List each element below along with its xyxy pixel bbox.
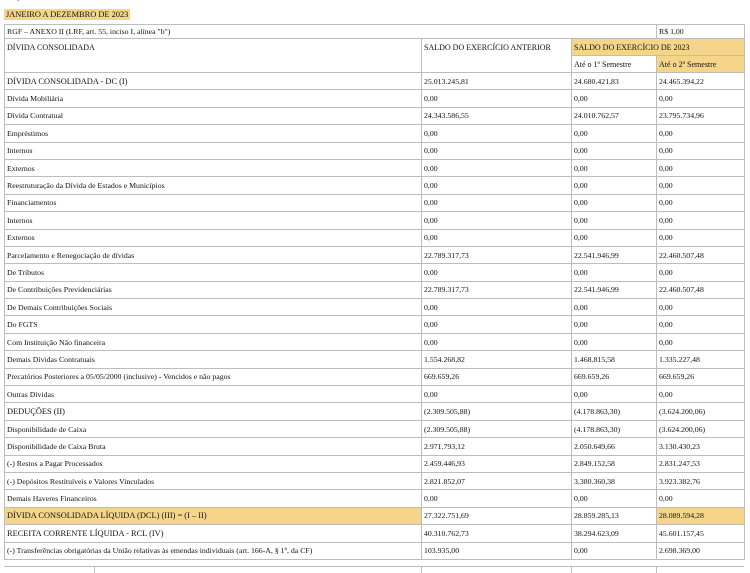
row-value-first-cell: 0,00: [572, 333, 657, 350]
row-value-second-cell: 2.698.369,00: [657, 542, 745, 559]
row-label-cell: Reestruturação da Dívida de Estados e Municípios: [5, 177, 422, 194]
row-value-prev-cell: 0,00: [422, 90, 572, 107]
header-current-cell: SALDO DO EXERCÍCIO DE 2023: [572, 39, 745, 56]
row-value-second-cell: 0,00: [657, 386, 745, 403]
row-value-prev-cell: 0,00: [422, 229, 572, 246]
row-value-prev-cell: 25.013.245,81: [422, 73, 572, 90]
row-label-cell: (-) Restos a Pagar Processados: [5, 455, 422, 472]
row-value-prev-cell: 0,00: [422, 194, 572, 211]
table-row: [5, 159, 745, 176]
row-value-first-cell: 38.294.623,09: [572, 525, 657, 542]
header-row-1: [5, 39, 745, 56]
table-row: [5, 333, 745, 350]
table-row: [5, 420, 745, 437]
row-value-second-cell: 0,00: [657, 90, 745, 107]
row-value-prev-cell: 27.322.751,69: [422, 507, 572, 524]
row-label-cell: (-) Transferências obrigatórias da União relativas às emendas individuais (art. 166-A, § 1º, da CF): [5, 542, 422, 559]
table-row: [5, 212, 745, 229]
period-highlight: JANEIRO A DEZEMBRO DE 2023: [6, 10, 129, 19]
table-row: [5, 368, 745, 385]
row-label-cell: De Contribuições Previdenciárias: [5, 281, 422, 298]
table-row: [5, 264, 745, 281]
row-value-first-cell: 24.010.762,57: [572, 107, 657, 124]
row-value-second-cell: 0,00: [657, 316, 745, 333]
row-value-second-cell: 23.795.734,96: [657, 107, 745, 124]
row-value-second-cell: 0,00: [657, 142, 745, 159]
row-value-prev-cell: 0,00: [422, 177, 572, 194]
table-row: [5, 142, 745, 159]
row-label-cell: Dívida Contratual: [5, 107, 422, 124]
table-row: [5, 490, 745, 507]
row-label-cell: DÍVIDA CONSOLIDADA - DC (I): [5, 73, 422, 90]
table-row: [5, 316, 745, 333]
row-value-first-cell: 0,00: [572, 264, 657, 281]
header-prev-cell: SALDO DO EXERCÍCIO ANTERIOR: [422, 39, 572, 73]
strip-divider: [656, 567, 657, 573]
header-second-semester-cell: Até o 2º Semestre: [657, 56, 745, 73]
row-value-first-cell: 0,00: [572, 212, 657, 229]
row-value-second-cell: (3.624.200,06): [657, 420, 745, 437]
row-value-second-cell: 22.460.507,48: [657, 281, 745, 298]
row-value-prev-cell: 0,00: [422, 142, 572, 159]
row-value-second-cell: 2.831.247,53: [657, 455, 745, 472]
row-value-second-cell: 0,00: [657, 212, 745, 229]
table-row: [5, 403, 745, 420]
row-value-second-cell: 0,00: [657, 194, 745, 211]
table-row: [5, 525, 745, 542]
debt-table: [4, 24, 745, 560]
row-value-second-cell: 0,00: [657, 299, 745, 316]
table-row: [5, 299, 745, 316]
row-label-cell: Internos: [5, 212, 422, 229]
row-value-first-cell: 0,00: [572, 194, 657, 211]
table-row: [5, 281, 745, 298]
row-value-prev-cell: (2.309.505,88): [422, 403, 572, 420]
row-label-cell: Precatórios Posteriores a 05/05/2000 (inclusive) - Vencidos e não pagos: [5, 368, 422, 385]
row-value-prev-cell: 2.821.852,07: [422, 472, 572, 489]
row-label-cell: Financiamentos: [5, 194, 422, 211]
row-value-first-cell: 28.859.285,13: [572, 507, 657, 524]
row-value-prev-cell: 22.789.317,73: [422, 281, 572, 298]
row-value-prev-cell: 0,00: [422, 299, 572, 316]
row-value-prev-cell: 0,00: [422, 264, 572, 281]
row-value-first-cell: 0,00: [572, 299, 657, 316]
row-label-cell: Disponibilidade de Caixa: [5, 420, 422, 437]
row-value-prev-cell: 40.310.762,73: [422, 525, 572, 542]
row-value-first-cell: 0,00: [572, 542, 657, 559]
row-value-second-cell: 0,00: [657, 490, 745, 507]
row-value-first-cell: 2.849.152,58: [572, 455, 657, 472]
row-label-cell: Parcelamento e Renegociação de dívidas: [5, 246, 422, 263]
strip-divider: [571, 567, 572, 573]
row-value-first-cell: 3.380.360,38: [572, 472, 657, 489]
table-row: [5, 507, 745, 524]
subtitle-row: [5, 25, 745, 39]
table-row: [5, 229, 745, 246]
table-row: [5, 386, 745, 403]
row-value-second-cell: 45.601.157,45: [657, 525, 745, 542]
row-label-cell: Do FGTS: [5, 316, 422, 333]
row-value-first-cell: 2.050.649,66: [572, 438, 657, 455]
row-label-cell: De Tributos: [5, 264, 422, 281]
row-value-first-cell: 1.468.815,58: [572, 351, 657, 368]
table-row: [5, 177, 745, 194]
row-value-first-cell: 0,00: [572, 142, 657, 159]
table-row: [5, 455, 745, 472]
row-value-second-cell: 3.923.382,76: [657, 472, 745, 489]
row-value-first-cell: 0,00: [572, 316, 657, 333]
period-label: [4, 7, 130, 23]
row-label-cell: Externos: [5, 159, 422, 176]
table-row: [5, 542, 745, 559]
row-value-second-cell: 0,00: [657, 229, 745, 246]
row-value-first-cell: (4.178.863,30): [572, 403, 657, 420]
row-label-cell: RECEITA CORRENTE LÍQUIDA - RCL (IV): [5, 525, 422, 542]
row-value-second-cell: 0,00: [657, 333, 745, 350]
row-value-prev-cell: 0,00: [422, 316, 572, 333]
row-value-second-cell: 24.465.394,22: [657, 73, 745, 90]
row-value-first-cell: 0,00: [572, 229, 657, 246]
row-label-cell: Empréstimos: [5, 125, 422, 142]
row-value-first-cell: 0,00: [572, 125, 657, 142]
row-value-prev-cell: (2.309.505,88): [422, 420, 572, 437]
row-value-prev-cell: 0,00: [422, 212, 572, 229]
row-label-cell: Internos: [5, 142, 422, 159]
row-value-prev-cell: 0,00: [422, 159, 572, 176]
table-row: [5, 246, 745, 263]
row-value-second-cell: 3.130.430,23: [657, 438, 745, 455]
row-label-cell: Com Instituição Não financeira: [5, 333, 422, 350]
table-row: [5, 107, 745, 124]
row-value-first-cell: 0,00: [572, 386, 657, 403]
row-value-prev-cell: 1.554.268,82: [422, 351, 572, 368]
row-value-prev-cell: 24.343.586,55: [422, 107, 572, 124]
row-label-cell: Externos: [5, 229, 422, 246]
row-label-cell: Disponibilidade de Caixa Bruta: [5, 438, 422, 455]
row-value-second-cell: 22.460.507,48: [657, 246, 745, 263]
row-value-prev-cell: 0,00: [422, 386, 572, 403]
row-value-first-cell: 669.659,26: [572, 368, 657, 385]
row-value-second-cell: 0,00: [657, 125, 745, 142]
currency-cell: R$ 1,00: [657, 25, 745, 39]
row-value-first-cell: (4.178.863,30): [572, 420, 657, 437]
row-value-prev-cell: 22.789.317,73: [422, 246, 572, 263]
row-value-second-cell: (3.624.200,06): [657, 403, 745, 420]
table-row: [5, 73, 745, 90]
table-row: [5, 472, 745, 489]
row-label-cell: Demais Haveres Financeiros: [5, 490, 422, 507]
row-value-prev-cell: 103.935,00: [422, 542, 572, 559]
table-row: [5, 90, 745, 107]
row-value-second-cell: 0,00: [657, 177, 745, 194]
subtitle-cell: RGF – ANEXO II (LRF, art. 55, inciso I, alínea "b"): [5, 25, 657, 39]
table-row: [5, 194, 745, 211]
row-value-prev-cell: 0,00: [422, 125, 572, 142]
row-label-cell: Outras Dívidas: [5, 386, 422, 403]
row-label-cell: Dívida Mobiliária: [5, 90, 422, 107]
row-value-prev-cell: 0,00: [422, 333, 572, 350]
header-first-semester-cell: Até o 1º Semestre: [572, 56, 657, 73]
row-value-prev-cell: 669.659,26: [422, 368, 572, 385]
strip-divider: [94, 567, 95, 573]
strip-divider: [421, 567, 422, 573]
table-row: [5, 351, 745, 368]
row-label-cell: (-) Depósitos Restituíveis e Valores Vinculados: [5, 472, 422, 489]
row-value-first-cell: 0,00: [572, 159, 657, 176]
document-top-line: [4, 0, 188, 3]
row-value-first-cell: 0,00: [572, 177, 657, 194]
row-value-prev-cell: 0,00: [422, 490, 572, 507]
row-value-second-cell: 0,00: [657, 159, 745, 176]
row-value-first-cell: 0,00: [572, 90, 657, 107]
table-row: [5, 125, 745, 142]
row-value-first-cell: 24.680.421,83: [572, 73, 657, 90]
row-value-second-cell: 669.659,26: [657, 368, 745, 385]
row-label-cell: Demais Dívidas Contratuais: [5, 351, 422, 368]
row-value-prev-cell: 2.459.446,93: [422, 455, 572, 472]
row-label-cell: DÍVIDA CONSOLIDADA LÍQUIDA (DCL) (III) = (I – II): [5, 507, 422, 524]
row-value-first-cell: 22.541.946,99: [572, 281, 657, 298]
row-value-second-cell: 28.089.594,28: [657, 507, 745, 524]
row-value-second-cell: 1.335.227,48: [657, 351, 745, 368]
row-value-second-cell: 0,00: [657, 264, 745, 281]
row-value-prev-cell: 2.971.793,12: [422, 438, 572, 455]
table-row: [5, 438, 745, 455]
row-label-cell: De Demais Contribuições Sociais: [5, 299, 422, 316]
row-value-first-cell: 0,00: [572, 490, 657, 507]
header-label-cell: DÍVIDA CONSOLIDADA: [5, 39, 422, 73]
row-value-first-cell: 22.541.946,99: [572, 246, 657, 263]
row-label-cell: DEDUÇÕES (II): [5, 403, 422, 420]
